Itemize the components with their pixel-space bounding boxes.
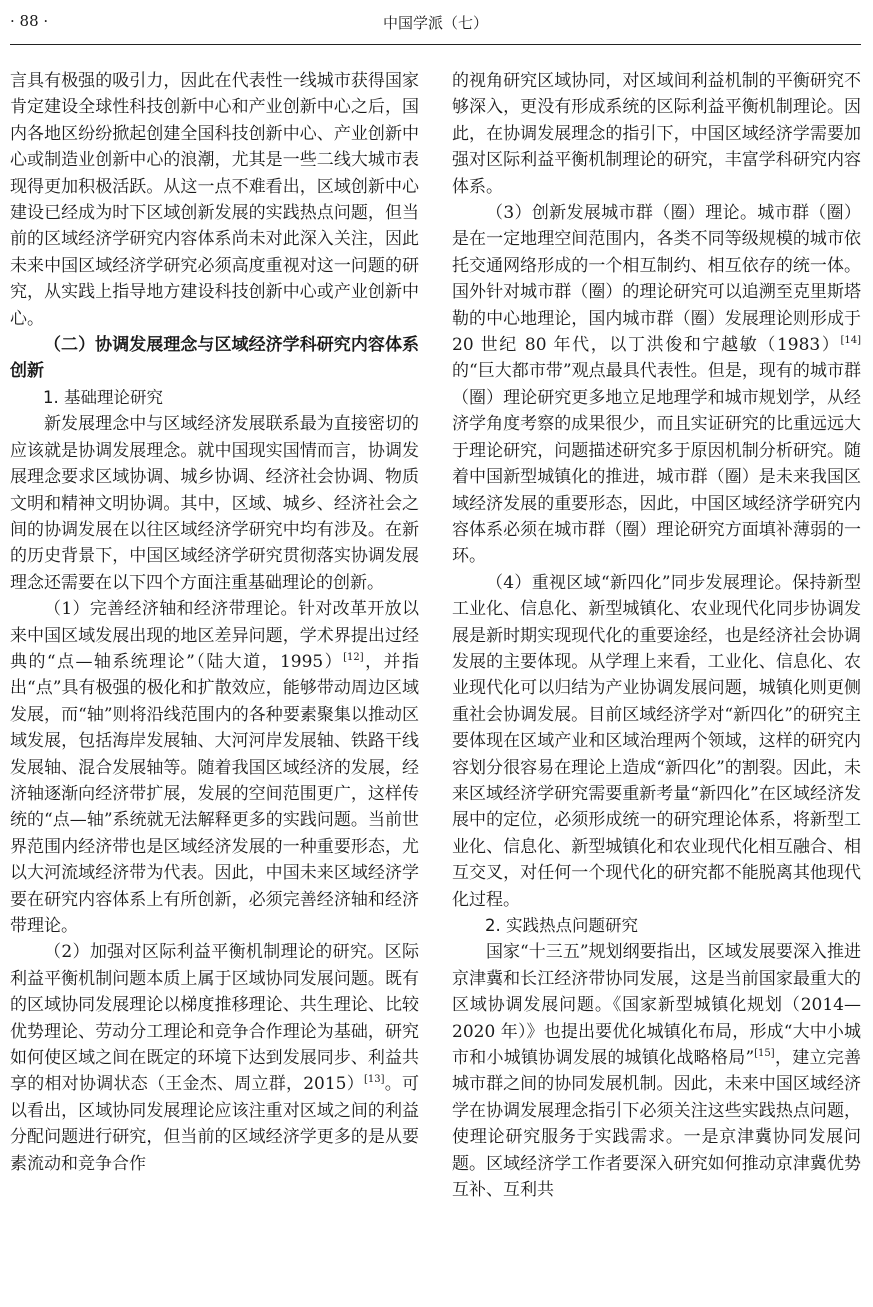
paragraph-text: 的“巨大都市带”观点最具代表性。但是，现有的城市群（圈）理论研究更多地立足地理学和城市规划学，从经济学角度考察的成果很少，而且实证研究的比重远远大于理论研究，问题描述研究多于原因机制分析研究。随着中国新型城镇化的推进，城市群（圈）是未来我国区域经济发展的重要形态，因此，中国区域经济学研究内容体系必须在城市群（圈）理论研究方面填补薄弱的一环。 — [452, 361, 861, 567]
right-column — [452, 68, 861, 1203]
section-heading: （二）协调发展理念与区域经济学科研究内容体系创新 — [10, 335, 419, 382]
sub-heading: 2. 实践热点问题研究 — [485, 916, 638, 935]
paragraph — [452, 200, 861, 570]
paragraph-text: （1）完善经济轴和经济带理论。针对改革开放以来中国区域发展出现的地区差异问题，学术界提出过经典的“点—轴系统理论”（陆大道，1995） — [10, 599, 419, 672]
paragraph: 新发展理念中与区域经济发展联系最为直接密切的应该就是协调发展理念。就中国现实国情而言，协调发展理念要求区域协调、城乡协调、经济社会协调、物质文明和精神文明协调。其中，区域、城乡、经济社会之间的协调发展在以往区域经济学研究中均有涉及。在新的历史背景下，中国区域经济学研究贯彻落实协调发展理念还需要在以下四个方面注重基础理论的创新。 — [10, 414, 419, 593]
paragraph: 的视角研究区域协同，对区域间利益机制的平衡研究不够深入，更没有形成系统的区际利益平衡机制理论。因此，在协调发展理念的指引下，中国区域经济学需要加强对区际利益平衡机制理论的研究，丰富学科研究内容体系。 — [452, 71, 861, 197]
paragraph-text: 。可以看出，区域协同发展理论应该注重对区域之间的利益分配问题进行研究，但当前的区域经济学更多的是从要素流动和竞争合作 — [10, 1074, 420, 1174]
paragraph — [10, 596, 419, 939]
sub-heading: 1. 基础理论研究 — [43, 387, 163, 407]
citation-ref: [15] — [754, 1048, 775, 1060]
paragraph: （4）重视区域“新四化”同步发展理论。保持新型工业化、信息化、新型城镇化、农业现代化同步协调发展是新时期实现现代化的重要途经，也是经济社会协调发展的主要体现。从学理上来看，工业化、信息化、农业现代化可以归结为产业协调发展问题，城镇化则更侧重社会协调发展。目前区域经济学对“新四化”的研究主要体现在区域产业和区域治理两个领域，这样的研究内容划分很容易在理论上造成“新四化”的割裂。因此，未来区域经济学研究需要重新考量“新四化”在区域经济发展中的定位，必须形成统一的研究理论体系，将新型工业化、信息化、新型城镇化和农业现代化相互融合、相互交叉，对任何一个现代化的研究都不能脱离其他现代化过程。 — [452, 572, 861, 910]
paragraph-text: ，并指出“点”具有极强的极化和扩散效应，能够带动周边区域发展，而“轴”则将沿线范围内的各种要素聚集以推动区域发展，包括海岸发展轴、大河河岸发展轴、铁路干线发展轴、混合发展轴等。随着我国区域经济的发展，经济轴逐渐向经济带扩展，发展的空间范围更广，这样传统的“点—轴”系统就无法解释更多的实践问题。当前世界范围内经济带也是区域经济发展的一种重要形态，尤以大河流域经济带为代表。因此，中国未来区域经济学要在研究内容体系上有所创新，必须完善经济轴和经济带理论。 — [10, 651, 420, 936]
journal-title: 中国学派（七） — [382, 14, 488, 32]
page-header — [10, 8, 861, 45]
paragraph — [10, 939, 419, 1177]
citation-ref: [12] — [343, 651, 364, 663]
paragraph-text: 国家“十三五”规划纲要指出，区域发展要深入推进京津冀和长江经济带协同发展，这是当前国家最重大的区域协调发展问题。《国家新型城镇化规划（2014—2020 年）》也提出要优化城镇化布局，形成“大中小城市和小城镇协调发展的城镇化战略格局” — [452, 942, 861, 1069]
citation-ref: [13] — [363, 1074, 385, 1086]
paragraph — [452, 939, 861, 1203]
citation-ref: [14] — [840, 335, 861, 347]
left-column — [10, 68, 419, 1177]
page-number: · 88 · — [10, 12, 49, 30]
paragraph-text: （2）加强对区际利益平衡机制理论的研究。区际利益平衡机制问题本质上属于区域协同发展问题。既有的区域协同发展理论以梯度推移理论、共生理论、比较优势理论、劳动分工理论和竞争合作理论为基础，研究如何使区域之间在既定的环境下达到发展同步、利益共享的相对协调状态（王金杰、周立群，2015） — [10, 942, 419, 1095]
paragraph-text: ，建立完善城市群之间的协同发展机制。因此，未来中国区域经济学在协调发展理念指引下必须关注这些实践热点问题，使理论研究服务于实践需求。一是京津冀协同发展问题。区域经济学工作者要深入研究如何推动京津冀优势互补、互利共 — [452, 1048, 861, 1201]
paragraph: 言具有极强的吸引力，因此在代表性一线城市获得国家肯定建设全球性科技创新中心和产业创新中心之后，国内各地区纷纷掀起创建全国科技创新中心、产业创新中心或制造业创新中心的浪潮，尤其是一些二线大城市表现得更加积极活跃。从这一点不难看出，区域创新中心建设已经成为时下区域创新发展的实践热点问题，但当前的区域经济学研究内容体系尚未对此深入关注，因此未来中国区域经济学研究必须高度重视对这一问题的研究，从实践上指导地方建设科技创新中心或产业创新中心。 — [10, 71, 419, 329]
paragraph-text: （3）创新发展城市群（圈）理论。城市群（圈）是在一定地理空间范围内，各类不同等级规模的城市依托交通网络形成的一个相互制约、相互依存的统一体。国外针对城市群（圈）的理论研究可以追溯至克里斯塔勒的中心地理论，国内城市群（圈）发展理论则形成于 20 世纪 80 年代，以丁洪俊和宁越敏（1983） — [452, 203, 861, 356]
